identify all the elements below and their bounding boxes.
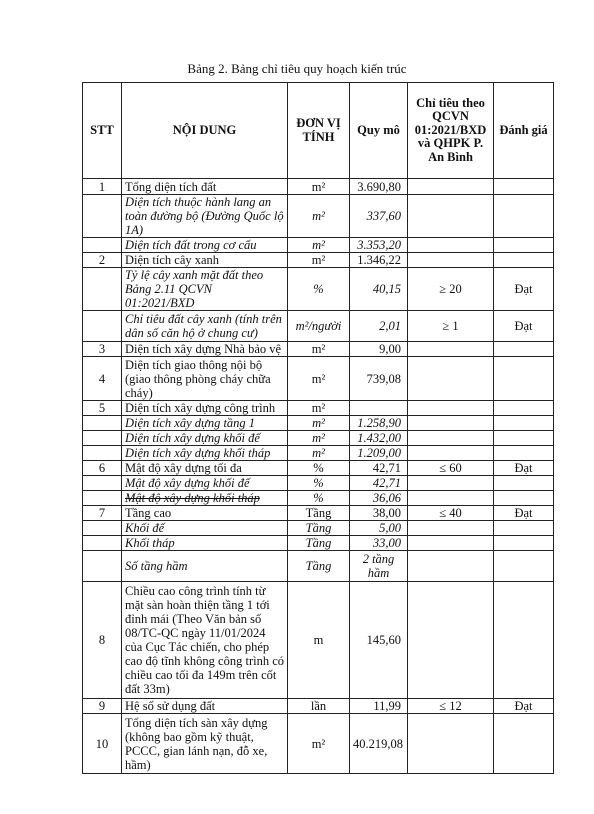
table-row <box>83 253 554 268</box>
cell-unit: m² <box>288 401 350 416</box>
cell-content: Tầng cao <box>122 506 288 521</box>
cell-content: Chỉ tiêu đất cây xanh (tính trên dân số căn hộ ở chung cư) <box>122 311 288 342</box>
cell-eval <box>494 253 554 268</box>
cell-value: 36,06 <box>350 491 408 506</box>
cell-value: 40.219,08 <box>350 714 408 774</box>
cell-eval <box>494 401 554 416</box>
cell-stt: 1 <box>83 179 122 195</box>
cell-norm <box>408 342 494 357</box>
cell-norm <box>408 401 494 416</box>
header-unit: ĐƠN VỊ TÍNH <box>288 83 350 179</box>
cell-norm <box>408 179 494 195</box>
cell-value <box>350 401 408 416</box>
cell-eval <box>494 476 554 491</box>
header-norm: Chỉ tiêu theo QCVN 01:2021/BXD và QHPK P. An Bình <box>408 83 494 179</box>
cell-stt <box>83 476 122 491</box>
cell-content: Mật độ xây dựng khối đế <box>122 476 288 491</box>
cell-norm <box>408 416 494 431</box>
cell-content: Diện tích xây dựng tầng 1 <box>122 416 288 431</box>
cell-eval <box>494 179 554 195</box>
table-row <box>83 416 554 431</box>
table-caption: Bảng 2. Bảng chỉ tiêu quy hoạch kiến trúc <box>187 61 407 76</box>
cell-value: 3.690,80 <box>350 179 408 195</box>
table-row <box>83 461 554 476</box>
cell-stt <box>83 238 122 253</box>
cell-value: 145,60 <box>350 582 408 699</box>
table-row <box>83 238 554 253</box>
cell-unit: Tầng <box>288 536 350 551</box>
header-eval: Đánh giá <box>494 83 554 179</box>
cell-eval: Đạt <box>494 461 554 476</box>
cell-stt <box>83 195 122 238</box>
cell-stt <box>83 551 122 582</box>
cell-value: 2 tầng hầm <box>350 551 408 582</box>
table-row <box>83 195 554 238</box>
table-row <box>83 582 554 699</box>
cell-content: Diện tích xây dựng khối tháp <box>122 446 288 461</box>
cell-content: Diện tích xây dựng khối đế <box>122 431 288 446</box>
cell-content: Mật độ xây dựng khối tháp <box>122 491 288 506</box>
cell-unit: % <box>288 461 350 476</box>
cell-unit: m² <box>288 179 350 195</box>
table-row <box>83 342 554 357</box>
cell-norm <box>408 253 494 268</box>
cell-eval: Đạt <box>494 506 554 521</box>
cell-content: Diện tích giao thông nội bộ (giao thông phòng cháy chữa cháy) <box>122 357 288 401</box>
cell-stt: 7 <box>83 506 122 521</box>
cell-unit: m² <box>288 195 350 238</box>
cell-unit: m² <box>288 416 350 431</box>
cell-unit: % <box>288 268 350 311</box>
cell-unit: m² <box>288 446 350 461</box>
cell-content: Diện tích cây xanh <box>122 253 288 268</box>
cell-unit: m² <box>288 431 350 446</box>
cell-value: 1.258,90 <box>350 416 408 431</box>
cell-unit: % <box>288 491 350 506</box>
table-row <box>83 311 554 342</box>
table-row <box>83 401 554 416</box>
table-row <box>83 699 554 714</box>
cell-norm: ≥ 20 <box>408 268 494 311</box>
cell-eval <box>494 238 554 253</box>
cell-stt <box>83 536 122 551</box>
cell-norm <box>408 582 494 699</box>
cell-unit: Tầng <box>288 551 350 582</box>
cell-unit: m² <box>288 238 350 253</box>
cell-norm <box>408 446 494 461</box>
cell-stt <box>83 521 122 536</box>
cell-eval <box>494 551 554 582</box>
cell-stt: 6 <box>83 461 122 476</box>
cell-norm <box>408 536 494 551</box>
cell-eval <box>494 431 554 446</box>
cell-content: Diện tích đất trong cơ cấu <box>122 238 288 253</box>
cell-content: Số tầng hầm <box>122 551 288 582</box>
table-row <box>83 551 554 582</box>
cell-stt: 10 <box>83 714 122 774</box>
cell-value: 42,71 <box>350 461 408 476</box>
cell-content: Diện tích xây dựng Nhà bảo vệ <box>122 342 288 357</box>
cell-unit: % <box>288 476 350 491</box>
cell-unit: m²/người <box>288 311 350 342</box>
cell-norm <box>408 238 494 253</box>
cell-content: Hệ số sử dụng đất <box>122 699 288 714</box>
table-row <box>83 357 554 401</box>
cell-stt: 5 <box>83 401 122 416</box>
planning-criteria-table <box>82 82 554 774</box>
cell-content: Tổng diện tích sàn xây dựng (không bao gồm kỹ thuật, PCCC, gian lánh nạn, đỗ xe, hầm) <box>122 714 288 774</box>
cell-stt <box>83 416 122 431</box>
cell-content: Khối tháp <box>122 536 288 551</box>
cell-eval <box>494 416 554 431</box>
header-content: NỘI DUNG <box>122 83 288 179</box>
table-row <box>83 714 554 774</box>
cell-norm: ≤ 60 <box>408 461 494 476</box>
cell-eval <box>494 342 554 357</box>
cell-stt <box>83 491 122 506</box>
cell-eval: Đạt <box>494 699 554 714</box>
cell-content: Diện tích xây dựng công trình <box>122 401 288 416</box>
cell-stt <box>83 446 122 461</box>
cell-content: Mật độ xây dựng tối đa <box>122 461 288 476</box>
table-row <box>83 521 554 536</box>
cell-norm: ≤ 40 <box>408 506 494 521</box>
cell-value: 11,99 <box>350 699 408 714</box>
cell-unit: m <box>288 582 350 699</box>
cell-content: Khối đế <box>122 521 288 536</box>
table-row <box>83 179 554 195</box>
cell-value: 1.209,00 <box>350 446 408 461</box>
cell-eval: Đạt <box>494 268 554 311</box>
header-stt: STT <box>83 83 122 179</box>
cell-value: 1.346,22 <box>350 253 408 268</box>
cell-unit: lần <box>288 699 350 714</box>
cell-norm <box>408 521 494 536</box>
cell-unit: Tầng <box>288 521 350 536</box>
cell-eval <box>494 582 554 699</box>
cell-norm <box>408 195 494 238</box>
cell-unit: m² <box>288 342 350 357</box>
table-row <box>83 506 554 521</box>
cell-norm <box>408 491 494 506</box>
cell-unit: m² <box>288 357 350 401</box>
table-row <box>83 536 554 551</box>
cell-stt: 4 <box>83 357 122 401</box>
cell-eval <box>494 357 554 401</box>
cell-eval <box>494 446 554 461</box>
cell-norm: ≤ 12 <box>408 699 494 714</box>
cell-content: Tổng diện tích đất <box>122 179 288 195</box>
cell-content: Chiều cao công trình tính từ mặt sàn hoàn thiện tầng 1 tới đỉnh mái (Theo Văn bản số 08/TC-QC ngày 11/01/2024 của Cục Tác chiến, cho phép cao độ tĩnh không công trình có chiều cao tối đa 149m trên cốt đất 33m) <box>122 582 288 699</box>
table-row <box>83 431 554 446</box>
cell-value: 337,60 <box>350 195 408 238</box>
cell-unit: m² <box>288 714 350 774</box>
cell-unit: m² <box>288 253 350 268</box>
cell-content: Diện tích thuộc hành lang an toàn đường bộ (Đường Quốc lộ 1A) <box>122 195 288 238</box>
cell-value: 5,00 <box>350 521 408 536</box>
table-row <box>83 491 554 506</box>
header-scale: Quy mô <box>350 83 408 179</box>
cell-value: 33,00 <box>350 536 408 551</box>
table-row <box>83 446 554 461</box>
cell-eval <box>494 536 554 551</box>
cell-stt: 8 <box>83 582 122 699</box>
table-body <box>83 179 554 774</box>
cell-value: 2,01 <box>350 311 408 342</box>
cell-eval <box>494 521 554 536</box>
cell-value: 3.353,20 <box>350 238 408 253</box>
cell-value: 9,00 <box>350 342 408 357</box>
cell-norm <box>408 714 494 774</box>
table-row <box>83 476 554 491</box>
cell-value: 40,15 <box>350 268 408 311</box>
cell-value: 1.432,00 <box>350 431 408 446</box>
cell-value: 739,08 <box>350 357 408 401</box>
cell-value: 38,00 <box>350 506 408 521</box>
cell-norm <box>408 476 494 491</box>
cell-unit: Tầng <box>288 506 350 521</box>
cell-norm <box>408 551 494 582</box>
table-header-row <box>83 83 554 179</box>
cell-norm: ≥ 1 <box>408 311 494 342</box>
cell-eval <box>494 714 554 774</box>
cell-stt: 9 <box>83 699 122 714</box>
cell-eval <box>494 491 554 506</box>
cell-stt: 2 <box>83 253 122 268</box>
cell-content: Tỷ lệ cây xanh mặt đất theo Bảng 2.11 QCVN 01:2021/BXD <box>122 268 288 311</box>
table-row <box>83 268 554 311</box>
cell-stt: 3 <box>83 342 122 357</box>
cell-stt <box>83 311 122 342</box>
cell-value: 42,71 <box>350 476 408 491</box>
cell-norm <box>408 431 494 446</box>
cell-stt <box>83 431 122 446</box>
cell-eval <box>494 195 554 238</box>
cell-norm <box>408 357 494 401</box>
cell-stt <box>83 268 122 311</box>
cell-eval: Đạt <box>494 311 554 342</box>
